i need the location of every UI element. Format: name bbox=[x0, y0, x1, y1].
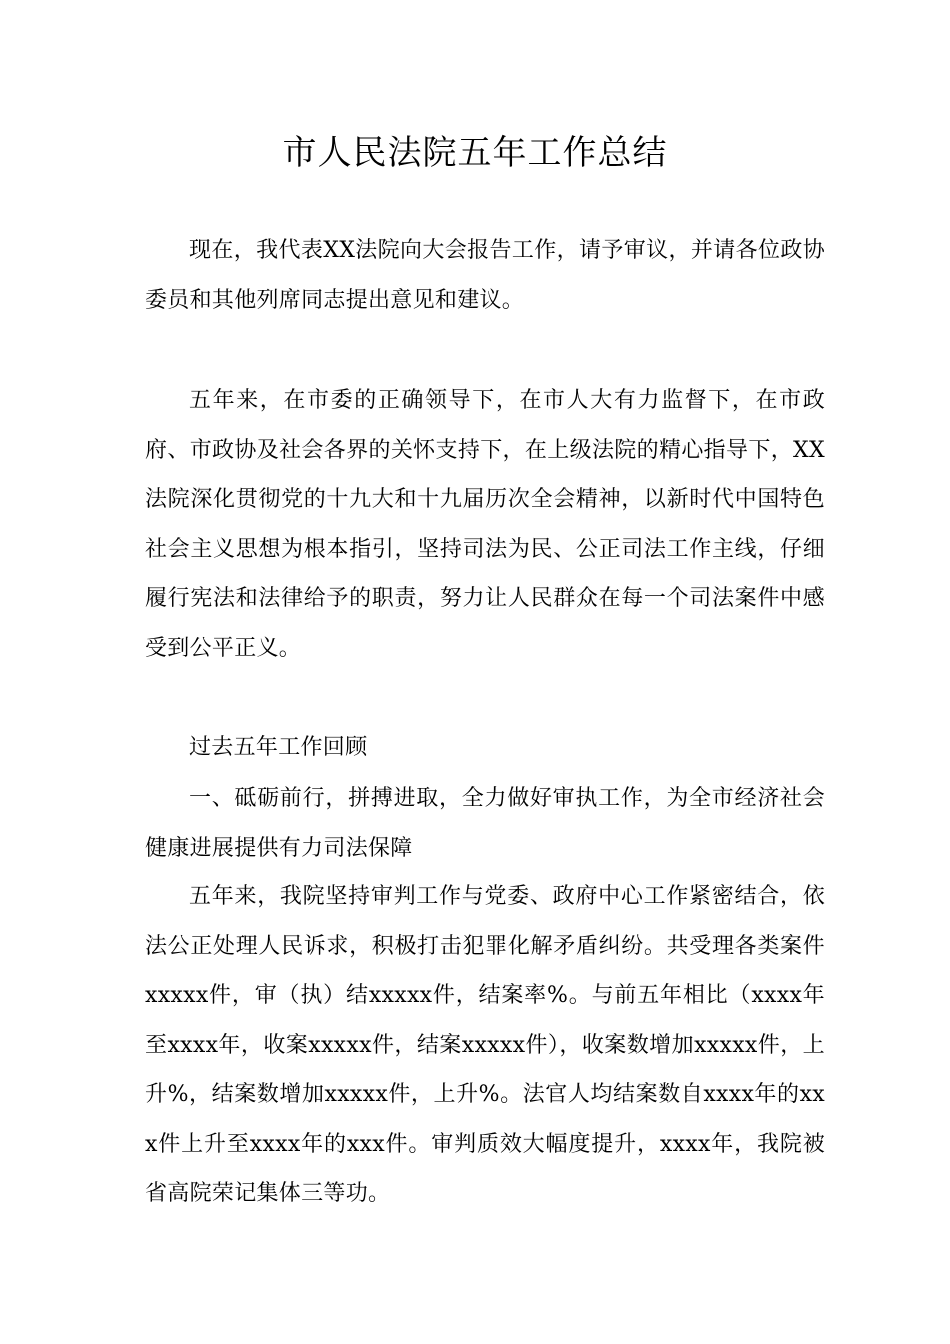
subsection-heading-one: 一、砥砺前行，拼搏进取，全力做好审执工作，为全市经济社会健康进展提供有力司法保障 bbox=[145, 786, 825, 861]
paragraph-overview: 五年来，在市委的正确领导下，在市人大有力监督下，在市政府、市政协及社会各界的关怀支持下，在上级法院的精心指导下，XX法院深化贯彻党的十九大和十九届历次全会精神，以新时代中国特色社会主义思想为根本指引，坚持司法为民、公正司法工作主线，仔细履行宪法和法律给予的职责，努力让人民群众在每一个司法案件中感受到公平正义。 bbox=[145, 388, 825, 661]
paragraph-statistics: 五年来，我院坚持审判工作与党委、政府中心工作紧密结合，依法公正处理人民诉求，积极打击犯罪化解矛盾纠纷。共受理各类案件xxxxx件，审（执）结xxxxx件，结案率%。与前五年相比（xxxx年至xxxx年，收案xxxxx件，结案xxxxx件），收案数增加xxxxx件，上升%，结案数增加xxxxx件，上升%。法官人均结案数自xxxx年的xxx件上升至xxxx年的xxx件。审判质效大幅度提升，xxxx年，我院被省高院荣记集体三等功。 bbox=[145, 884, 825, 1206]
document-title: 市人民法院五年工作总结 bbox=[282, 133, 668, 173]
section-heading-review: 过去五年工作回顾 bbox=[189, 735, 368, 760]
paragraph-intro: 现在，我代表XX法院向大会报告工作，请予审议，并请各位政协委员和其他列席同志提出意见和建议。 bbox=[145, 238, 825, 313]
